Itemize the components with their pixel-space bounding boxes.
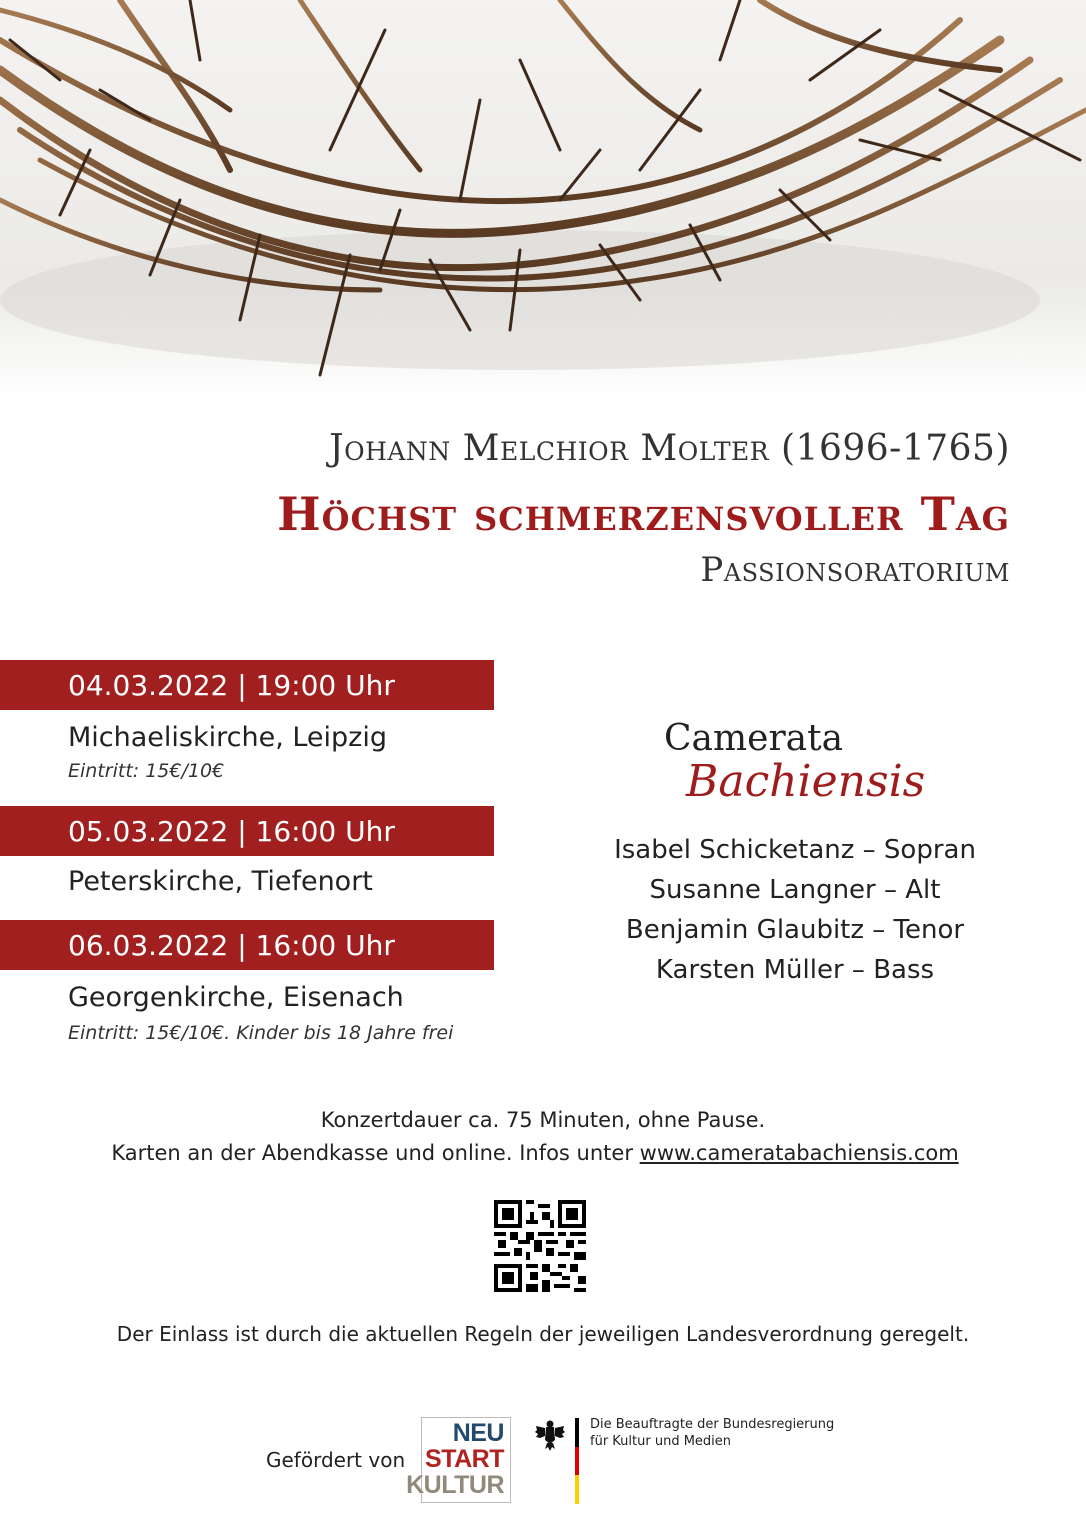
bkm-line1: Die Beauftragte der Bundesregierung [590,1417,835,1432]
federal-eagle-icon [534,1418,566,1452]
concert-datetime: 06.03.2022 | 16:00 Uhr [68,929,395,962]
tickets-text [0,1141,1078,1165]
hero-image [0,0,1086,400]
concert-datetime: 04.03.2022 | 19:00 Uhr [68,669,395,702]
neustart-kultur-logo [406,1417,511,1503]
concert-datetime: 05.03.2022 | 16:00 Uhr [68,815,395,848]
concert-date-bar [0,920,494,970]
neustart-word: NEU [452,1419,504,1447]
soloist: Benjamin Glaubitz – Tenor [625,915,965,945]
duration-text: Konzertdauer ca. 75 Minuten, ohne Pause. [320,1108,766,1132]
qr-code-icon[interactable] [494,1200,586,1292]
german-flag-stripe [575,1418,579,1504]
concert-date-bar [0,660,494,710]
bkm-line2: für Kultur und Medien [590,1434,732,1449]
funded-by-label: Gefördert von [266,1448,406,1472]
concert-entry: Eintritt: 15€/10€ [68,760,225,782]
neustart-word: START [425,1445,504,1473]
soloist: Karsten Müller – Bass [655,955,935,985]
concert-date-bar [0,806,494,856]
concert-venue: Peterskirche, Tiefenort [68,866,373,897]
tickets-prefix: Karten an der Abendkasse und online. Infos unter [111,1141,640,1165]
website-link[interactable]: www.cameratabachiensis.com [639,1141,959,1165]
ensemble-name-line1: Camerata [664,718,844,759]
work-title: Höchst schmerzensvoller Tag [277,487,1010,541]
concert-entry: Eintritt: 15€/10€. Kinder bis 18 Jahre frei [68,1022,454,1044]
concert-venue: Michaeliskirche, Leipzig [68,722,387,753]
ensemble-name-line2: Bachiensis [686,756,926,807]
work-subtitle: Passionsoratorium [700,550,1010,590]
admission-text: Der Einlass ist durch die aktuellen Regeln der jeweiligen Landesverordnung geregelt. [116,1322,970,1346]
soloist: Susanne Langner – Alt [649,875,941,905]
soloist-list [560,830,1030,990]
concert-venue: Georgenkirche, Eisenach [68,982,404,1013]
bkm-logo-text [590,1416,834,1450]
crown-of-thorns-image [0,0,1086,400]
composer-heading: Johann Melchior Molter (1696-1765) [329,428,1010,469]
soloist: Isabel Schicketanz – Sopran [614,835,976,865]
neustart-word: KULTUR [406,1471,504,1499]
